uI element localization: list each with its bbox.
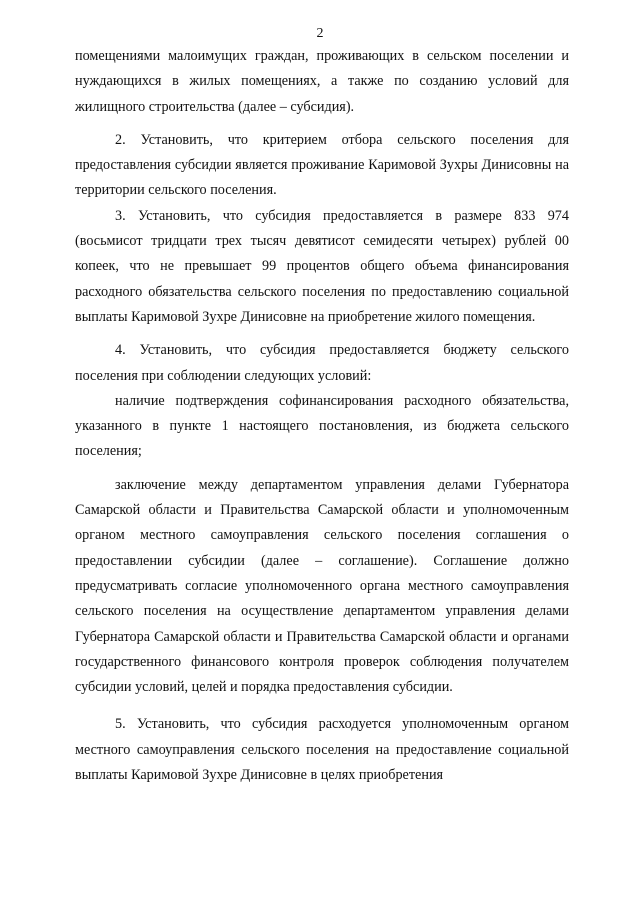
paragraph-continuation: помещениями малоимущих граждан, проживающих в сельском поселении и нуждающихся в жилых помещениях, а также по созданию условий для жилищного строительства (далее – субсидия). [75, 48, 569, 115]
paragraph-item-4: 4. Установить, что субсидия предоставляется бюджету сельского поселения при соблюдении следующих условий: [75, 342, 569, 384]
paragraph-condition-2: заключение между департаментом управления делами Губернатора Самарской области и Правительства Самарской области и уполномоченным органом местного самоуправления сельского поселения соглашения о предоставлении субсидии (далее – соглашение). Соглашение должно предусматривать согласие уполномоченного органа местного самоуправления сельского поселения на осуществление департаментом управления делами Губернатора Самарской области и Правительства Самарской области и органами государственного финансового контроля проверок соблюдения получателем субсидии условий, целей и порядка предоставления субсидии. [75, 476, 569, 696]
page-number: 2 [316, 26, 324, 41]
document-body [75, 44, 569, 788]
paragraph-item-5: 5. Установить, что субсидия расходуется уполномоченным органом местного самоуправления сельского поселения на предоставление социальной выплаты Каримовой Зухре Динисовне в целях приобретения [75, 716, 569, 784]
paragraph-item-2: 2. Установить, что критерием отбора сельского поселения для предоставления субсидии является проживание Каримовой Зухры Динисовны на территории сельского поселения. [75, 131, 569, 199]
paragraph-item-3: 3. Установить, что субсидия предоставляется в размере 833 974 (восьмисот тридцати трех тысяч девятисот семидесяти четырех) рублей 00 копеек, что не превышает 99 процентов общего объема финансирования расходного обязательства сельского поселения по предоставлению социальной выплаты Каримовой Зухре Динисовне на приобретение жилого помещения. [75, 207, 569, 325]
paragraph-condition-1: наличие подтверждения софинансирования расходного обязательства, указанного в пункте 1 настоящего постановления, из бюджета сельского поселения; [75, 392, 569, 460]
